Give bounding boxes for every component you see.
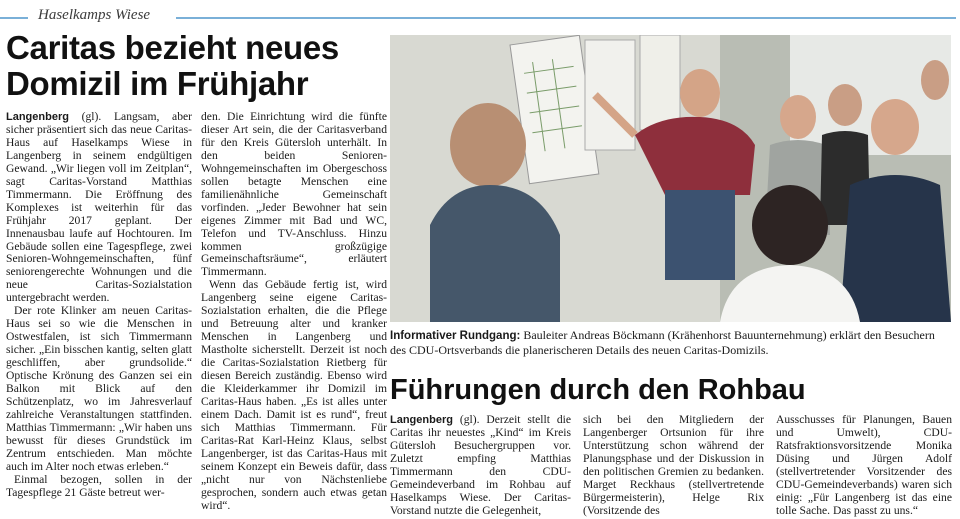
photo-icon: [390, 35, 951, 322]
article1-paragraph: Einmal bezogen, sollen in der Tagespflege 21 Gäste betreut wer-: [6, 472, 192, 499]
caption-label: Informativer Rundgang:: [390, 330, 521, 342]
article2-paragraph: [390, 414, 571, 518]
section-label: Haselkamps Wiese: [38, 7, 151, 23]
article2-text: (gl). Derzeit stellt die Caritas ihr neuestes „Kind“ im Kreis Gütersloh Besuchergruppen vor. Zuletzt empfing Matthias Timmermann den CDU-Gemeindeverband im Rohbau auf Haselkamps Wiese. Der Caritas-Vorstand nutzte die Gelegenheit,: [390, 413, 572, 517]
dateline: Langenberg: [6, 111, 69, 123]
headline-2: Führungen durch den Rohbau: [390, 374, 806, 406]
article2-column-3: [776, 414, 952, 518]
article1-column-2: [201, 111, 387, 513]
article1-column-1: [6, 111, 192, 500]
section-header: [0, 7, 960, 27]
article1-paragraph: Der rote Klinker am neuen Caritas-Haus sei so wie die Menschen in Ostwestfalen, ist sich Timmermann sicher. „Ein bisschen kantig, selten glatt geschliffen, aber grundsolide.“ Optische Krönung des Ganzen sei ein Balkon mit Blick auf den Schützenplatz, wo im Jahresverlauf zahlreiche Veranstaltungen stattfinden. Matthias Timmermann: „Wir haben uns bewusst für dieses Grundstück im Zentrum entschieden. Man möchte auch im Alter noch etwas erleben.“: [6, 304, 192, 473]
article1-paragraph: [6, 111, 192, 305]
article-photo: [390, 35, 951, 322]
photo-caption: [390, 328, 951, 357]
dateline-2: Langenberg: [390, 414, 453, 426]
article2-paragraph: Ausschusses für Planungen, Bauen und Umwelt), CDU-Ratsfraktionsvorsitzende Monika Düsing und Jürgen Adolf (stellvertretender Vorsitzender des CDU-Gemeindeverbands) waren sich einig: „Für Langenberg ist das eine tolle Sache. Das passt zu uns.“: [776, 413, 952, 517]
article2-column-2: [583, 414, 764, 518]
headline: Caritas bezieht neues Domizil im Frühjahr: [6, 29, 339, 102]
caption-text: Bauleiter Andreas Böckmann (Krähenhorst Bauunternehmung) erklärt den Besuchern des CDU-Ortsverbands die planerischeren Details des neuen Caritas-Domizils.: [390, 328, 935, 357]
article2-column-1: [390, 414, 571, 518]
article1-paragraph: den. Die Einrichtung wird die fünfte dieser Art sein, die der Caritasverband für den Kreis Gütersloh unterhält. In den beiden Senioren-Wohngemeinschaften im Obergeschoss sollen betagte Menschen eine familienähnliche Gemeinschaft vorfinden. „Jeder Bewohner hat sein eigenes Zimmer mit Bad und WC, Telefon und TV-Anschluss. Hinzu kommen großzügige Gemeinschaftsräume“, erläutert Timmermann.: [201, 110, 387, 279]
section-rule-right: [176, 17, 956, 19]
article1-paragraph: Wenn das Gebäude fertig ist, wird Langenberg seine eigene Caritas-Sozialstation erhalten, die die Pflege und Betreuung alter und kranker Menschen in Langenberg und Mastholte sicherstellt. Derzeit ist noch die Caritas-Sozialstation Rietberg für diesen Bereich zuständig. Ebenso wird die Kleiderkammer ihr Domizil im Caritas-Haus haben. „Es ist alles unter einem Dach. Damit ist es rund“, freut sich Matthias Timmermann. Für Caritas-Rat Karl-Heinz Klaus, selbst Langenberger, ist das Caritas-Haus mit seinem Konzept ein Beweis dafür, dass „nicht nur von Nächstenliebe gesprochen, sondern auch etwas getan wird“.: [201, 278, 387, 512]
article1-text: (gl). Langsam, aber sicher präsentiert sich das neue Caritas-Haus auf Haselkamps Wiese in Langenberg in seinem endgültigen Gewand. „Wir liegen voll im Zeitplan“, sagt Caritas-Vorstand Matthias Timmermann. Die Eröffnung des Komplexes ist weiterhin für das Frühjahr 2017 geplant. Der Innenausbau laufe auf Hochtouren. Im Gebäude sollen eine Tagespflege, zwei Senioren-Wohngemeinschaften, fünf seniorengerechte Wohnungen und die neue Caritas-Sozialstation untergebracht werden.: [6, 110, 192, 305]
article2-paragraph: sich bei den Mitgliedern der Langenberger Ortsunion für ihre Unterstützung schon während der Planungsphase und der Diskussion in den politischen Gremien zu bedanken. Marget Reckhaus (stellvertretende Bürgermeisterin), Helge Rix (Vorsitzende des: [583, 413, 764, 517]
section-rule-left: [0, 17, 28, 19]
